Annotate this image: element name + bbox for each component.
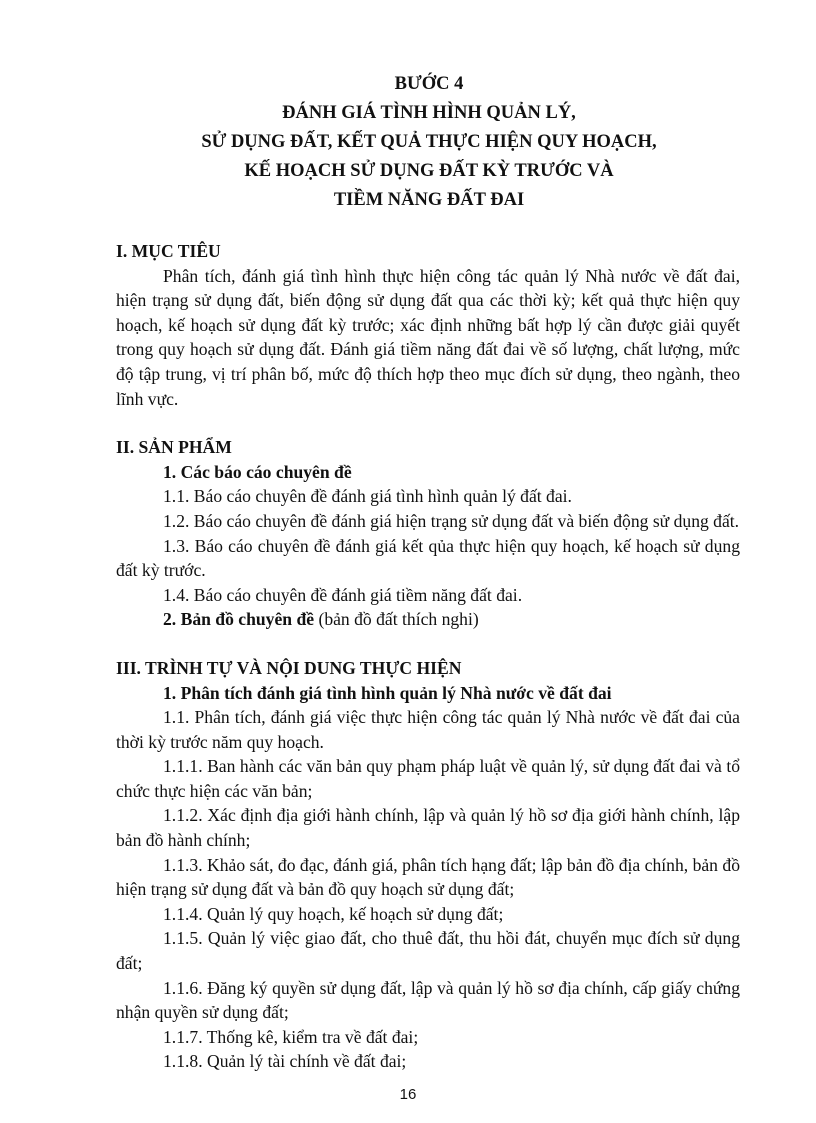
title-line: SỬ DỤNG ĐẤT, KẾT QUẢ THỰC HIỆN QUY HOẠCH,: [201, 132, 657, 152]
section-heading-products: II. SẢN PHẨM: [116, 437, 232, 458]
objectives-paragraph: Phân tích, đánh giá tình hình thực hiện công tác quản lý Nhà nước về đất đai, hiện trạng sử dụng đất, biến động sử dụng đất qua các thời kỳ; kết quả thực hiện quy hoạch, kế hoạch sử dụng đất kỳ trước; xác định những bất hợp lý cần được giải quyết trong quy hoạch sử dụng đất. Đánh giá tiềm năng đất đai về số lượng, chất lượng, mức độ tập trung, vị trí phân bố, mức độ thích hợp theo mục đích sử dụng, theo ngành, theo lĩnh vực.: [116, 265, 740, 409]
section-heading-procedure: III. TRÌNH TỰ VÀ NỘI DUNG THỰC HIỆN: [116, 657, 462, 678]
list-item: 1.1. Báo cáo chuyên đề đánh giá tình hình quản lý đất đai.: [163, 486, 572, 507]
list-item: 1.2. Báo cáo chuyên đề đánh giá hiện trạng sử dụng đất và biến động sử dụng đất.: [163, 510, 740, 531]
list-item: 1.1.6. Đăng ký quyền sử dụng đất, lập và quản lý hồ sơ địa chính, cấp giấy chứng nhận quyền sử dụng đất;: [116, 977, 740, 1023]
list-item: 1.1.4. Quản lý quy hoạch, kế hoạch sử dụng đất;: [163, 903, 504, 924]
list-item: 1.1.2. Xác định địa giới hành chính, lập và quản lý hồ sơ địa giới hành chính, lập bản đồ hành chính;: [116, 805, 740, 851]
subheading-analysis: 1. Phân tích đánh giá tình hình quản lý Nhà nước về đất đai: [163, 682, 612, 703]
list-item: 1.1.3. Khảo sát, đo đạc, đánh giá, phân tích hạng đất; lập bản đồ địa chính, bản đồ hiện trạng sử dụng đất và bản đồ quy hoạch sử dụng đất;: [116, 854, 740, 900]
document-body: [116, 239, 740, 1074]
subheading-maps-note: (bản đồ đất thích nghi): [314, 609, 479, 630]
title-line: KẾ HOẠCH SỬ DỤNG ĐẤT KỲ TRƯỚC VÀ: [244, 161, 614, 181]
list-item: 1.1. Phân tích, đánh giá việc thực hiện công tác quản lý Nhà nước về đất đai của thời kỳ trước năm quy hoạch.: [116, 707, 740, 752]
subheading-reports: 1. Các báo cáo chuyên đề: [163, 461, 352, 482]
title-line: TIỀM NĂNG ĐẤT ĐAI: [333, 190, 525, 210]
list-item: 1.1.5. Quản lý việc giao đất, cho thuê đất, thu hồi đát, chuyển mục đích sử dụng đất;: [116, 928, 740, 974]
list-item: 1.3. Báo cáo chuyên đề đánh giá kết qủa thực hiện quy hoạch, kế hoạch sử dụng đất kỳ trước.: [116, 535, 740, 581]
list-item: 1.1.1. Ban hành các văn bản quy phạm pháp luật về quản lý, sử dụng đất đai và tổ chức thực hiện các văn bản;: [116, 756, 740, 801]
page-number: 16: [399, 1086, 417, 1103]
subheading-maps: [116, 607, 740, 632]
spacer: [116, 632, 740, 656]
spacer: [116, 411, 740, 435]
list-item: 1.4. Báo cáo chuyên đề đánh giá tiềm năng đất đai.: [163, 584, 523, 605]
list-item: 1.1.8. Quản lý tài chính về đất đai;: [163, 1051, 407, 1072]
title-line: ĐÁNH GIÁ TÌNH HÌNH QUẢN LÝ,: [282, 103, 576, 123]
document-title: [0, 70, 816, 215]
list-item: 1.1.7. Thống kê, kiểm tra về đất đai;: [163, 1026, 419, 1047]
section-heading-objectives: I. MỤC TIÊU: [116, 241, 221, 261]
subheading-maps-title: 2. Bản đồ chuyên đề: [163, 609, 315, 630]
title-line: BƯỚC 4: [394, 74, 464, 94]
